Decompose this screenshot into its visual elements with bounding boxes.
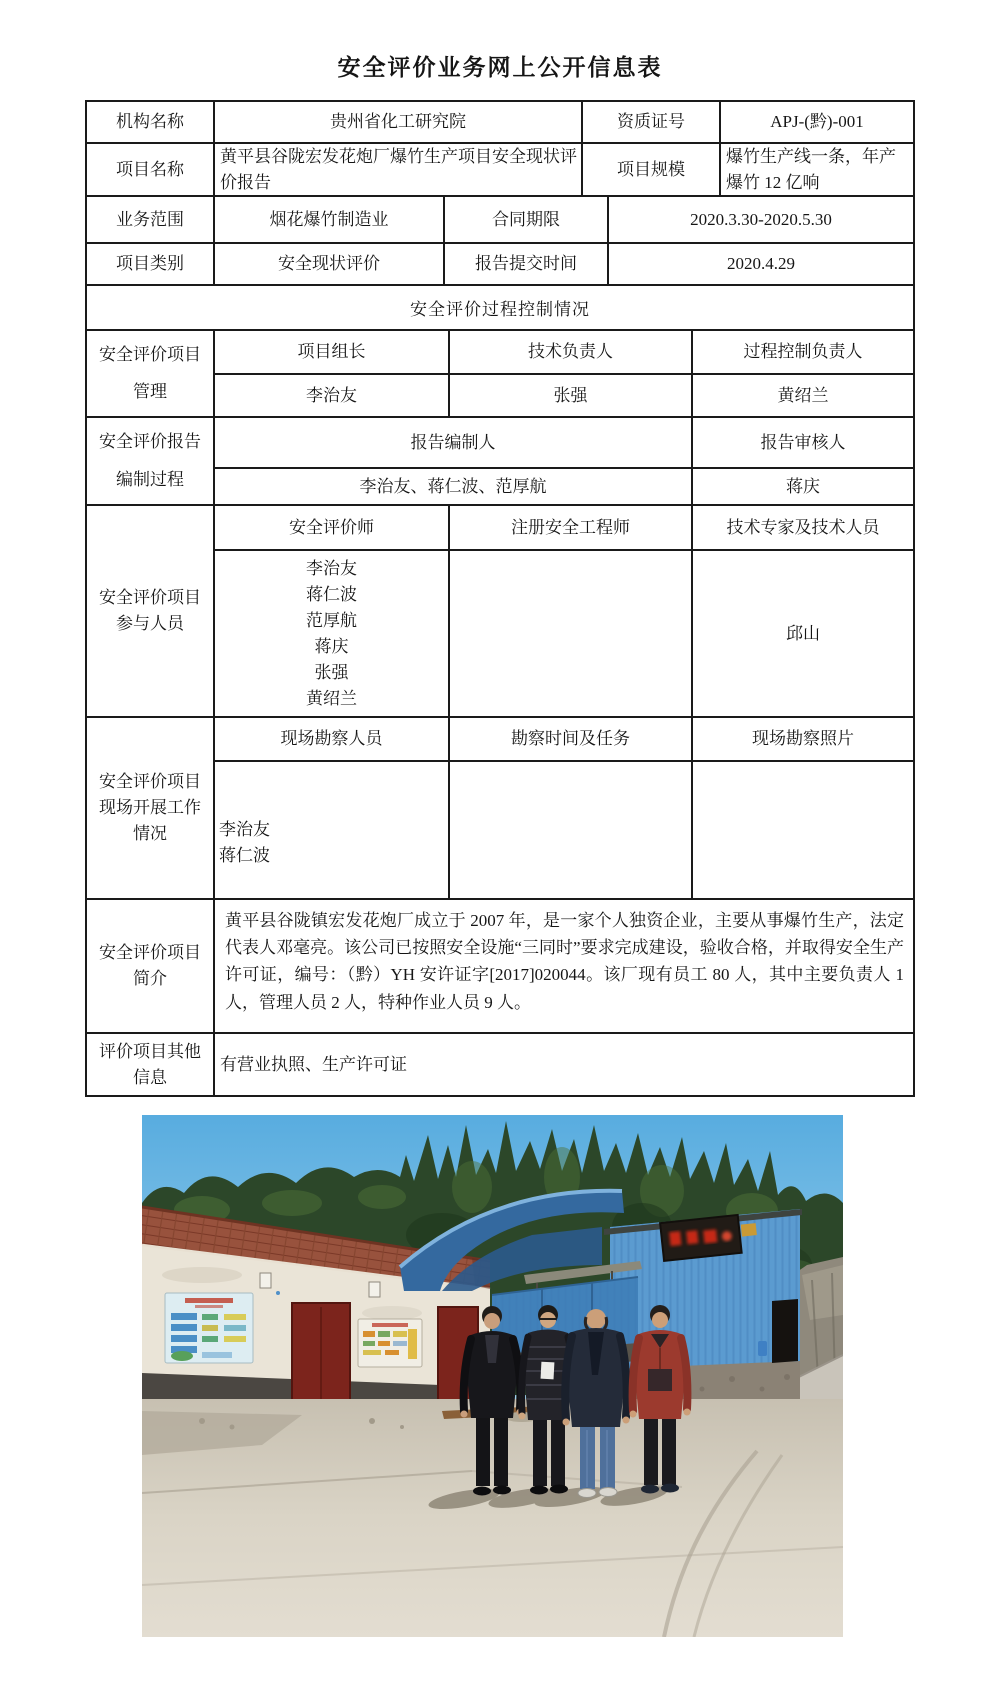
management-section [87, 331, 913, 418]
management-row-label: 安全评价项目 管理 [87, 331, 215, 416]
meter-box [369, 1282, 380, 1297]
org-name-value: 贵州省化工研究院 [215, 102, 583, 142]
blue-barrel [758, 1341, 767, 1356]
other-info-section [87, 1034, 913, 1095]
org-name-label: 机构名称 [87, 102, 215, 142]
project-category-label: 项目类别 [87, 244, 215, 284]
compilation-row-label: 安全评价报告 编制过程 [87, 418, 215, 504]
experts-value: 邱山 [786, 623, 820, 643]
other-info-value: 有营业执照、生产许可证 [220, 1054, 407, 1074]
report-writers-value: 李治友、蒋仁波、范厚航 [215, 469, 693, 504]
site-work-section [87, 718, 913, 900]
project-name-value: 黄平县谷陇宏发花炮厂爆竹生产项目安全现状评价报告 [215, 144, 583, 195]
survey-photo-col-label: 现场勘察照片 [752, 729, 854, 749]
ground [142, 1399, 843, 1637]
meter-box [260, 1273, 271, 1288]
other-info-row-label: 评价项目其他 信息 [87, 1034, 215, 1095]
project-scale-value: 爆竹生产线一条，年产爆竹 12 亿响 [726, 146, 896, 192]
contract-period-label: 合同期限 [445, 197, 609, 242]
evaluator-col-label: 安全评价师 [215, 506, 450, 549]
site-work-row-label: 安全评价项目 现场开展工作 情况 [87, 718, 215, 898]
cert-no-label: 资质证号 [583, 102, 721, 142]
process-control-header: 安全评价过程控制情况 [87, 286, 913, 331]
info-table [85, 100, 915, 1097]
summary-row-label: 安全评价项目 简介 [87, 900, 215, 1032]
page-title: 安全评价业务网上公开信息表 [337, 55, 663, 80]
project-name-label: 项目名称 [87, 144, 215, 195]
survey-photo-value [693, 762, 913, 898]
process-lead-value: 黄绍兰 [777, 385, 829, 405]
report-writer-label: 报告编制人 [215, 418, 693, 467]
participants-row-label: 安全评价项目 参与人员 [87, 506, 215, 716]
team-leader-label: 项目组长 [215, 331, 450, 373]
team-leader-value: 李治友 [215, 375, 450, 416]
project-category-value: 安全现状评价 [215, 244, 445, 284]
doorway [772, 1299, 798, 1363]
survey-time-value [450, 762, 693, 898]
summary-section [87, 900, 913, 1034]
report-reviewer-label: 报告审核人 [760, 432, 846, 452]
table-row [87, 102, 913, 144]
process-lead-label: 过程控制负责人 [743, 342, 863, 362]
registered-engineers-value [450, 551, 693, 716]
expert-col-label: 技术专家及技术人员 [726, 517, 880, 537]
survey-time-col-label: 勘察时间及任务 [450, 718, 693, 760]
evaluators-value: 李治友 蒋仁波 范厚航 蒋庆 张强 黄绍兰 [215, 551, 450, 716]
table-row [87, 197, 913, 244]
tech-lead-label: 技术负责人 [450, 331, 693, 373]
report-reviewer-value: 蒋庆 [786, 476, 820, 496]
participants-section [87, 506, 913, 718]
table-row [87, 144, 913, 197]
compilation-section [87, 418, 913, 506]
surveyors-value: 李治友 蒋仁波 [215, 762, 450, 898]
report-time-label: 报告提交时间 [445, 244, 609, 284]
tech-lead-value: 张强 [450, 375, 693, 416]
project-scale-label: 项目规模 [583, 144, 721, 195]
surveyors-col-label: 现场勘察人员 [215, 718, 450, 760]
summary-text: 黄平县谷陇镇宏发花炮厂成立于 2007 年，是一家个人独资企业，主要从事爆竹生产，法定代表人邓毫亮。该公司已按照安全设施“三同时”要求完成建设，验收合格，并取得安全生产许可证，编号：（黔）YH 安许证字[2017]020044。该厂现有员工 80 人，其中主要负责人 1 人，管理人员 2 人，特种作业人员 9 人。 [225, 911, 904, 1012]
business-scope-label: 业务范围 [87, 197, 215, 242]
contract-period-value: 2020.3.30-2020.5.30 [690, 209, 832, 229]
cert-no-value: APJ-(黔)-001 [770, 112, 864, 132]
registered-engineer-col-label: 注册安全工程师 [450, 506, 693, 549]
business-scope-value: 烟花爆竹制造业 [215, 197, 445, 242]
report-time-value: 2020.4.29 [727, 254, 795, 274]
site-photo [142, 1115, 843, 1637]
table-row [87, 244, 913, 286]
